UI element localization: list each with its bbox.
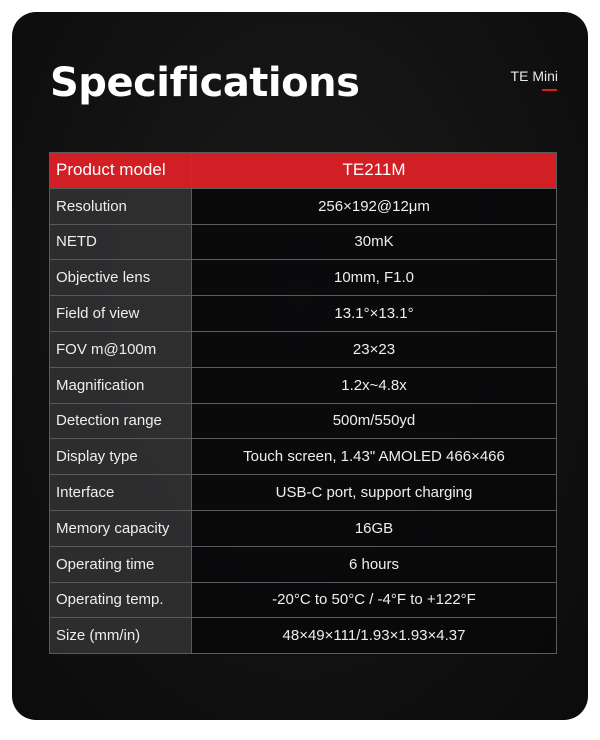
spec-value: 16GB [192,510,557,546]
spec-value: 23×23 [192,331,557,367]
table-row [50,367,557,403]
spec-value: 256×192@12μm [192,188,557,224]
brand-underline [542,89,557,91]
spec-value: 500m/550yd [192,403,557,439]
table-row [50,224,557,260]
table-row [50,439,557,475]
spec-label: FOV m@100m [50,331,192,367]
table-row [50,546,557,582]
spec-value: USB-C port, support charging [192,475,557,511]
table-row [50,296,557,332]
table-row [50,510,557,546]
spec-label: Display type [50,439,192,475]
spec-value: 30mK [192,224,557,260]
spec-label: NETD [50,224,192,260]
table-row [50,618,557,654]
table-row [50,582,557,618]
table-row [50,260,557,296]
table-header-row [50,153,557,189]
spec-label: Field of view [50,296,192,332]
spec-value: 13.1°×13.1° [192,296,557,332]
spec-label: Size (mm/in) [50,618,192,654]
spec-value: Touch screen, 1.43" AMOLED 466×466 [192,439,557,475]
spec-label: Operating time [50,546,192,582]
table-row [50,331,557,367]
spec-label: Detection range [50,403,192,439]
spec-label: Objective lens [50,260,192,296]
spec-label: Resolution [50,188,192,224]
spec-value: 1.2x~4.8x [192,367,557,403]
spec-table [49,152,557,654]
spec-value: -20°C to 50°C / -4°F to +122°F [192,582,557,618]
spec-value: 6 hours [192,546,557,582]
header-value-cell: TE211M [192,153,557,189]
spec-label: Memory capacity [50,510,192,546]
brand-label: TE Mini [510,68,558,84]
table-row [50,403,557,439]
table-row [50,475,557,511]
header-label-cell: Product model [50,153,192,189]
table-row [50,188,557,224]
spec-label: Interface [50,475,192,511]
spec-value: 48×49×111/1.93×1.93×4.37 [192,618,557,654]
page-title: Specifications [50,60,360,106]
spec-card [12,12,588,720]
spec-label: Operating temp. [50,582,192,618]
spec-value: 10mm, F1.0 [192,260,557,296]
spec-label: Magnification [50,367,192,403]
